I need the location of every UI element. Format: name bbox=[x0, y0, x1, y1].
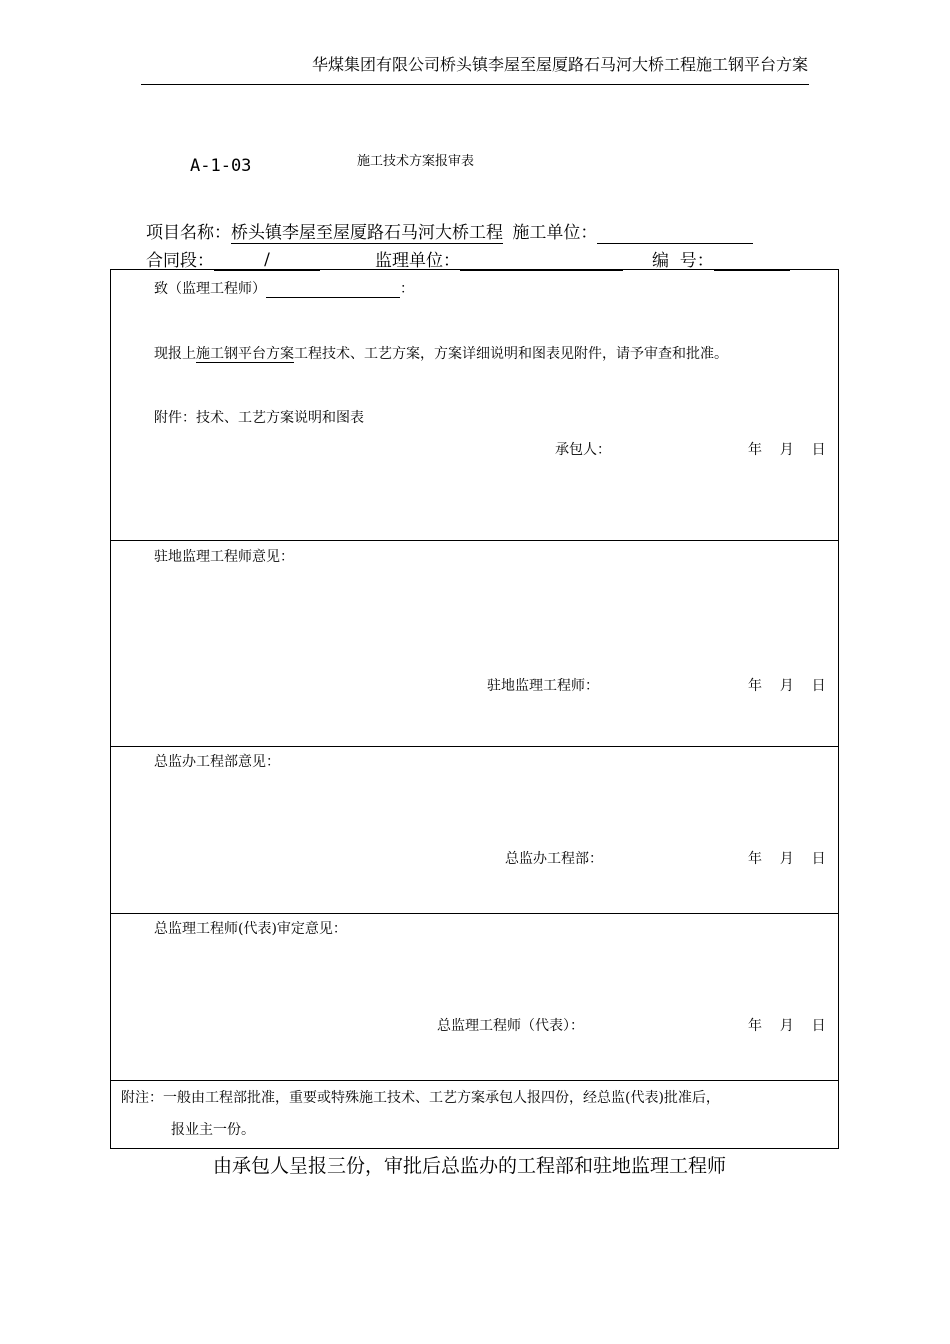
chief-engineer-heading: 总监理工程师(代表)审定意见： bbox=[154, 921, 347, 937]
note-section bbox=[111, 1080, 838, 1149]
contract-field[interactable]: / bbox=[214, 250, 320, 271]
engineering-dept-heading: 总监办工程部意见： bbox=[154, 754, 280, 770]
resident-engineer-heading: 驻地监理工程师意见： bbox=[154, 549, 294, 565]
chief-engineer-date: 年 月 日 bbox=[748, 1018, 826, 1034]
to-supervisor-line bbox=[154, 278, 414, 298]
project-row bbox=[146, 218, 753, 244]
plan-name: 施工钢平台方案 bbox=[196, 346, 294, 362]
project-label: 项目名称： bbox=[146, 223, 231, 243]
engineering-dept-section bbox=[111, 746, 838, 913]
note-line-2: 报业主一份。 bbox=[171, 1122, 255, 1138]
supervisor-row bbox=[375, 246, 623, 271]
body-prefix: 现报上 bbox=[154, 346, 196, 362]
chief-engineer-signature-label: 总监理工程师（代表）： bbox=[437, 1018, 584, 1034]
document-header-title: 华煤集团有限公司桥头镇李屋至屋厦路石马河大桥工程施工钢平台方案 bbox=[311, 55, 808, 74]
bottom-note: 由承包人呈报三份，审批后总监办的工程部和驻地监理工程师 bbox=[213, 1155, 727, 1177]
resident-engineer-section bbox=[111, 540, 838, 746]
chief-engineer-section bbox=[111, 913, 838, 1080]
attachment-line: 附件：技术、工艺方案说明和图表 bbox=[154, 410, 364, 426]
project-value: 桥头镇李屋至屋厦路石马河大桥工程 bbox=[231, 223, 503, 243]
contractor-date: 年 月 日 bbox=[748, 442, 826, 458]
number-label: 编 号： bbox=[652, 251, 714, 271]
to-label: 致（监理工程师） bbox=[154, 281, 266, 297]
supervisor-label: 监理单位： bbox=[375, 251, 460, 271]
header-rule bbox=[141, 84, 809, 85]
contractor-field[interactable] bbox=[597, 225, 753, 244]
approval-form-table bbox=[110, 269, 839, 1149]
contractor-signature-label: 承包人： bbox=[555, 442, 611, 458]
engineering-dept-date: 年 月 日 bbox=[748, 851, 826, 867]
note-line-1: 附注：一般由工程部批准，重要或特殊施工技术、工艺方案承包人报四份，经总监(代表)批准后， bbox=[121, 1090, 720, 1106]
form-code: A-1-03 bbox=[190, 156, 252, 176]
supervisor-engineer-field[interactable] bbox=[266, 283, 400, 298]
submission-statement bbox=[154, 343, 728, 363]
number-row bbox=[652, 246, 790, 271]
engineering-dept-signature-label: 总监办工程部： bbox=[505, 851, 603, 867]
resident-engineer-signature-label: 驻地监理工程师： bbox=[487, 678, 599, 694]
contract-row bbox=[146, 246, 320, 271]
contract-label: 合同段： bbox=[146, 251, 214, 271]
form-title: 施工技术方案报审表 bbox=[357, 154, 475, 169]
to-colon: ： bbox=[400, 281, 414, 297]
body-suffix: 工程技术、工艺方案，方案详细说明和图表见附件，请予审查和批准。 bbox=[294, 346, 728, 362]
resident-engineer-date: 年 月 日 bbox=[748, 678, 826, 694]
contractor-label: 施工单位： bbox=[512, 223, 598, 243]
